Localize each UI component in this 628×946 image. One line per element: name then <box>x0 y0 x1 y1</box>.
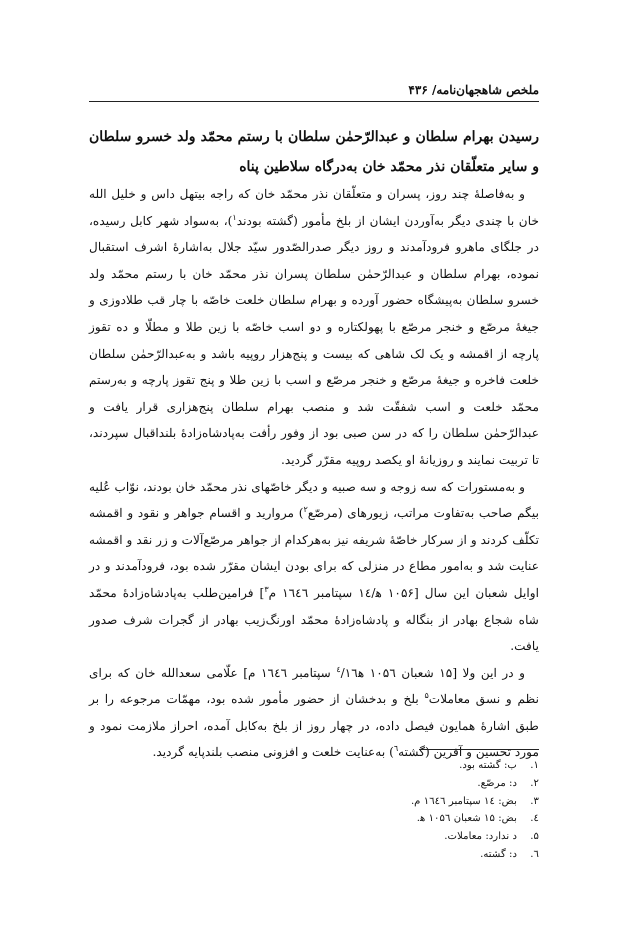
body-text <box>89 181 539 766</box>
footnote-text: ب: گشته بود. <box>459 760 517 771</box>
footnote-item <box>89 775 539 793</box>
footnote-item <box>89 793 539 811</box>
footnote-item <box>89 757 539 775</box>
footnote-ref: ۱ <box>232 212 237 222</box>
footnote-text: د ندارد: معاملات. <box>444 831 517 843</box>
text-run: و به‌فاصلهٔ چند روز، پسران و متعلّقان نذر محمّد خان که راجه بیتهل داس و خلیل الله خان با چندی دیگر به‌آوردن ایشان از بلخ مأمور (گشته بودند <box>89 187 539 228</box>
text-run: و در این ولا [۱۵ شعبان ۱۰۵٦ ﻫ <box>357 665 525 680</box>
footnote-item <box>89 846 539 864</box>
text-run: ) به‌عنایت خلعت و افزونی منصب بلندپایه گردید. <box>152 745 394 760</box>
footnote-text: د: گشته. <box>480 848 517 860</box>
text-run: و به‌مستورات که سه زوجه و سه صبیه و دیگر خاصّهای نذر محمّد خان بودند، نوّاب عُلیه بیگم صاحب به‌تفاوت مراتب، زیورهای (مرصّع <box>89 479 539 521</box>
footnote-number: ۵. <box>530 831 539 843</box>
footnote-ref: ۵ <box>424 691 429 701</box>
paragraph-1 <box>89 181 539 474</box>
running-header: ملخص شاهجهان‌نامه/ ۴۳۶ <box>408 83 539 97</box>
text-run: بلخ و بدخشان از حضور مأمور شده بود، مهمّات مرجوعه را بر طبق اشارهٔ همایون فیصل داده، در چهار روز از بلخ به‌کابل آمده، احراز ملازمت نمود و مورد تحسین و آفرین (گشته <box>89 692 539 760</box>
paragraph-3 <box>89 660 539 766</box>
text-run: ] فرامین‌طلب به‌پادشاه‌زادهٔ محمّد شاه شجاع بهادر از بنگاله و پادشاه‌زادهٔ محمّد اورنگ‌زیب بهادر از گجرات شرف صدور یافت. <box>89 585 539 654</box>
text-run: /۱٦ سپتامبر ۱٦٤٦ م] علّامی سعدالله خان که برای نظم و نسق معاملات <box>89 665 539 707</box>
footnote-ref: ۲ <box>303 505 308 515</box>
header-rule <box>89 101 539 102</box>
footnote-number: ٦. <box>530 848 539 860</box>
footnote-item <box>89 810 539 828</box>
footnote-number: ۲. <box>530 777 539 789</box>
footnote-ref: ۳ <box>264 584 269 594</box>
footnote-item <box>89 828 539 846</box>
footnote-number: ٤. <box>530 813 539 825</box>
footnotes <box>89 757 539 864</box>
footnote-ref: ٦ <box>393 744 399 754</box>
paragraph-2 <box>89 474 539 660</box>
footnote-text: د: مرصّع. <box>477 777 517 789</box>
text-run: ) مروارید و اقسام جواهر و نقود و اقمشه تکلّف کردند و از سرکار خاصّهٔ شریفه نیز به‌هرکدام از جواهر مرصّع‌آلات و زر نقد و اقمشه عنایت شد و به‌امور مطاع در منزلی که برای بودن ایشان مقرّر شده بود، فرودآمدند و در اوایل شعبان این سال [۱۰۵۶ ﻫ/۱٤ سپتامبر ۱٦٤٦ م <box>89 506 539 600</box>
footnote-text: بض: ۱٤ سپتامبر ۱٦٤٦ م. <box>410 795 517 807</box>
footnote-number: ۱. <box>530 760 539 771</box>
footnote-ref: ٤ <box>336 664 341 674</box>
footnote-rule <box>419 749 539 750</box>
footnote-number: ۳. <box>530 795 539 807</box>
section-title: رسیدن بهرام سلطان و عبدالرّحمٰن سلطان با رستم محمّد ولد خسرو سلطان و سایر متعلّقان نذر محمّد خان به‌درگاه سلاطین پناه <box>89 129 539 175</box>
footnote-text: بض: ۱۵ شعبان ۱۰۵٦ ﻫ. <box>416 813 517 825</box>
text-run: )، به‌سواد شهر کابل رسیده، در جلگای ماهرو فرودآمدند و روز دیگر صدرالصّدور سیّد جلال به‌اشارهٔ اشرف استقبال نموده، بهرام سلطان و عبدالرّحمٰن سلطان پسران نذر محمّد خان با رستم محمّد ولد خسرو سلطان به‌پیشگاه حضور آورده و بهرام سلطان خلعت خاصّه با چار قب طلادوزی و جیغهٔ مرصّع و خنجر مرصّع با پهولکتاره و دو اسب خاصّه با زین طلا و مطلّا و ده تقوز پارچه از اقمشه و یک لک شاهی که بیست و پنج‌هزار روپیه باشد و به‌عبدالرّحمٰن سلطان خلعت فاخره و جیغهٔ مرصّع و خنجر مرصّع و اسب با زین طلا و پنج تقوز پارچه و به‌رستم محمّد خلعت و اسب شفقّت شد و منصب بهرام سلطان پنج‌هزاری قرار یافت و عبدالرّحمٰن سلطان را که در سن صبی بود از وفور رأفت به‌پادشاه‌زادهٔ بلنداقبال سپردند، تا تربیت نمایند و روزیانهٔ او یکصد روپیه مقرّر گردید. <box>89 213 539 467</box>
